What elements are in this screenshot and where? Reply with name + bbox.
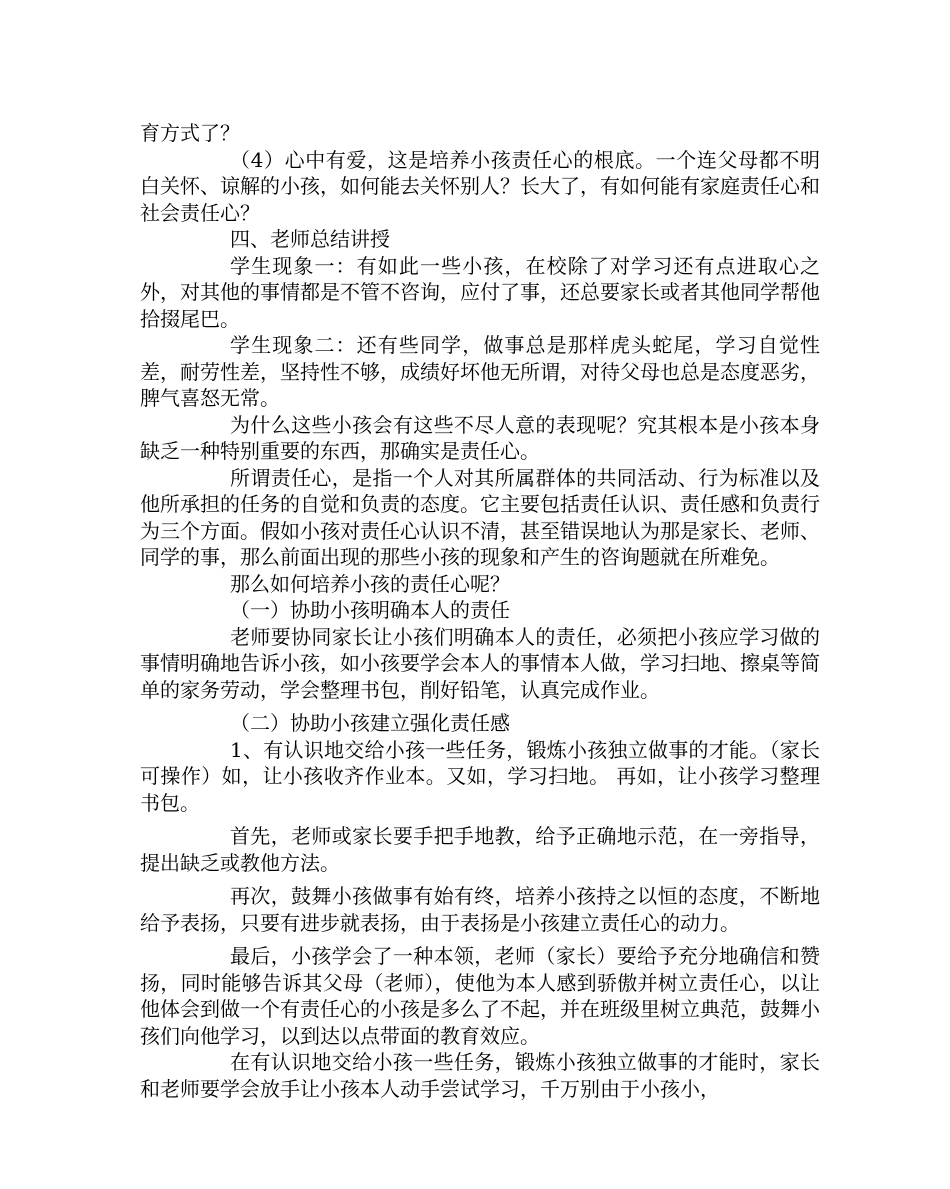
paragraph: 老师要协同家长让小孩们明确本人的责任，必须把小孩应学习做的事情明确地告诉小孩，如小孩要学会本人的事情本人做，学习扫地、擦桌等简单的家务劳动，学会整理书包，削好铅笔，认真完成作业。 <box>140 624 820 702</box>
paragraph: 学生现象一：有如此一些小孩，在校除了对学习还有点进取心之外，对其他的事情都是不管不咨询，应付了事，还总要家长或者其他同学帮他拾掇尾巴。 <box>140 253 820 331</box>
paragraph: 所谓责任心，是指一个人对其所属群体的共同活动、行为标准以及他所承担的任务的自觉和负责的态度。它主要包括责任认识、责任感和负责行为三个方面。假如小孩对责任心认识不清，甚至错误地认为那是家长、老师、同学的事，那么前面出现的那些小孩的现象和产生的咨询题就在所难免。 <box>140 465 820 569</box>
paragraph: （4）心中有爱，这是培养小孩责任心的根底。一个连父母都不明白关怀、谅解的小孩，如何能去关怀别人？长大了，有如何能有家庭责任心和社会责任心？ <box>140 147 820 225</box>
paragraph: 那么如何培养小孩的责任心呢？ <box>230 571 510 596</box>
paragraph: 最后，小孩学会了一种本领，老师（家长）要给予充分地确信和赞扬，同时能够告诉其父母（老师），使他为本人感到骄傲并树立责任心，以让他体会到做一个有责任心的小孩是多么了不起，并在班级里树立典范，鼓舞小孩们向他学习，以到达以点带面的教育效应。 <box>140 944 820 1048</box>
paragraph: 育方式了？ <box>140 121 240 145</box>
paragraph: （一）协助小孩明确本人的责任 <box>230 598 510 622</box>
paragraph: 在有认识地交给小孩一些任务，锻炼小孩独立做事的才能时，家长和老师要学会放手让小孩本人动手尝试学习，千万别由于小孩小， <box>140 1050 820 1101</box>
document-body <box>140 120 820 1102</box>
paragraph: （二）协助小孩建立强化责任感 <box>230 711 510 735</box>
paragraph: 为什么这些小孩会有这些不尽人意的表现呢？究其根本是小孩本身缺乏一种特别重要的东西，那确实是责任心。 <box>140 412 820 463</box>
paragraph: 1、有认识地交给小孩一些任务，锻炼小孩独立做事的才能。（家长可操作）如，让小孩收齐作业本。又如，学习扫地。 再如，让小孩学习整理书包。 <box>140 737 820 815</box>
paragraph: 四、老师总结讲授 <box>230 227 390 251</box>
paragraph: 首先，老师或家长要手把手地教，给予正确地示范，在一旁指导，提出缺乏或教他方法。 <box>140 824 820 875</box>
paragraph: 再次，鼓舞小孩做事有始有终，培养小孩持之以恒的态度，不断地给予表扬，只要有进步就表扬，由于表扬是小孩建立责任心的动力。 <box>140 884 820 935</box>
paragraph: 学生现象二：还有些同学，做事总是那样虎头蛇尾，学习自觉性差，耐劳性差，坚持性不够，成绩好坏他无所谓，对待父母也总是态度恶劣，脾气喜怒无常。 <box>140 333 820 410</box>
